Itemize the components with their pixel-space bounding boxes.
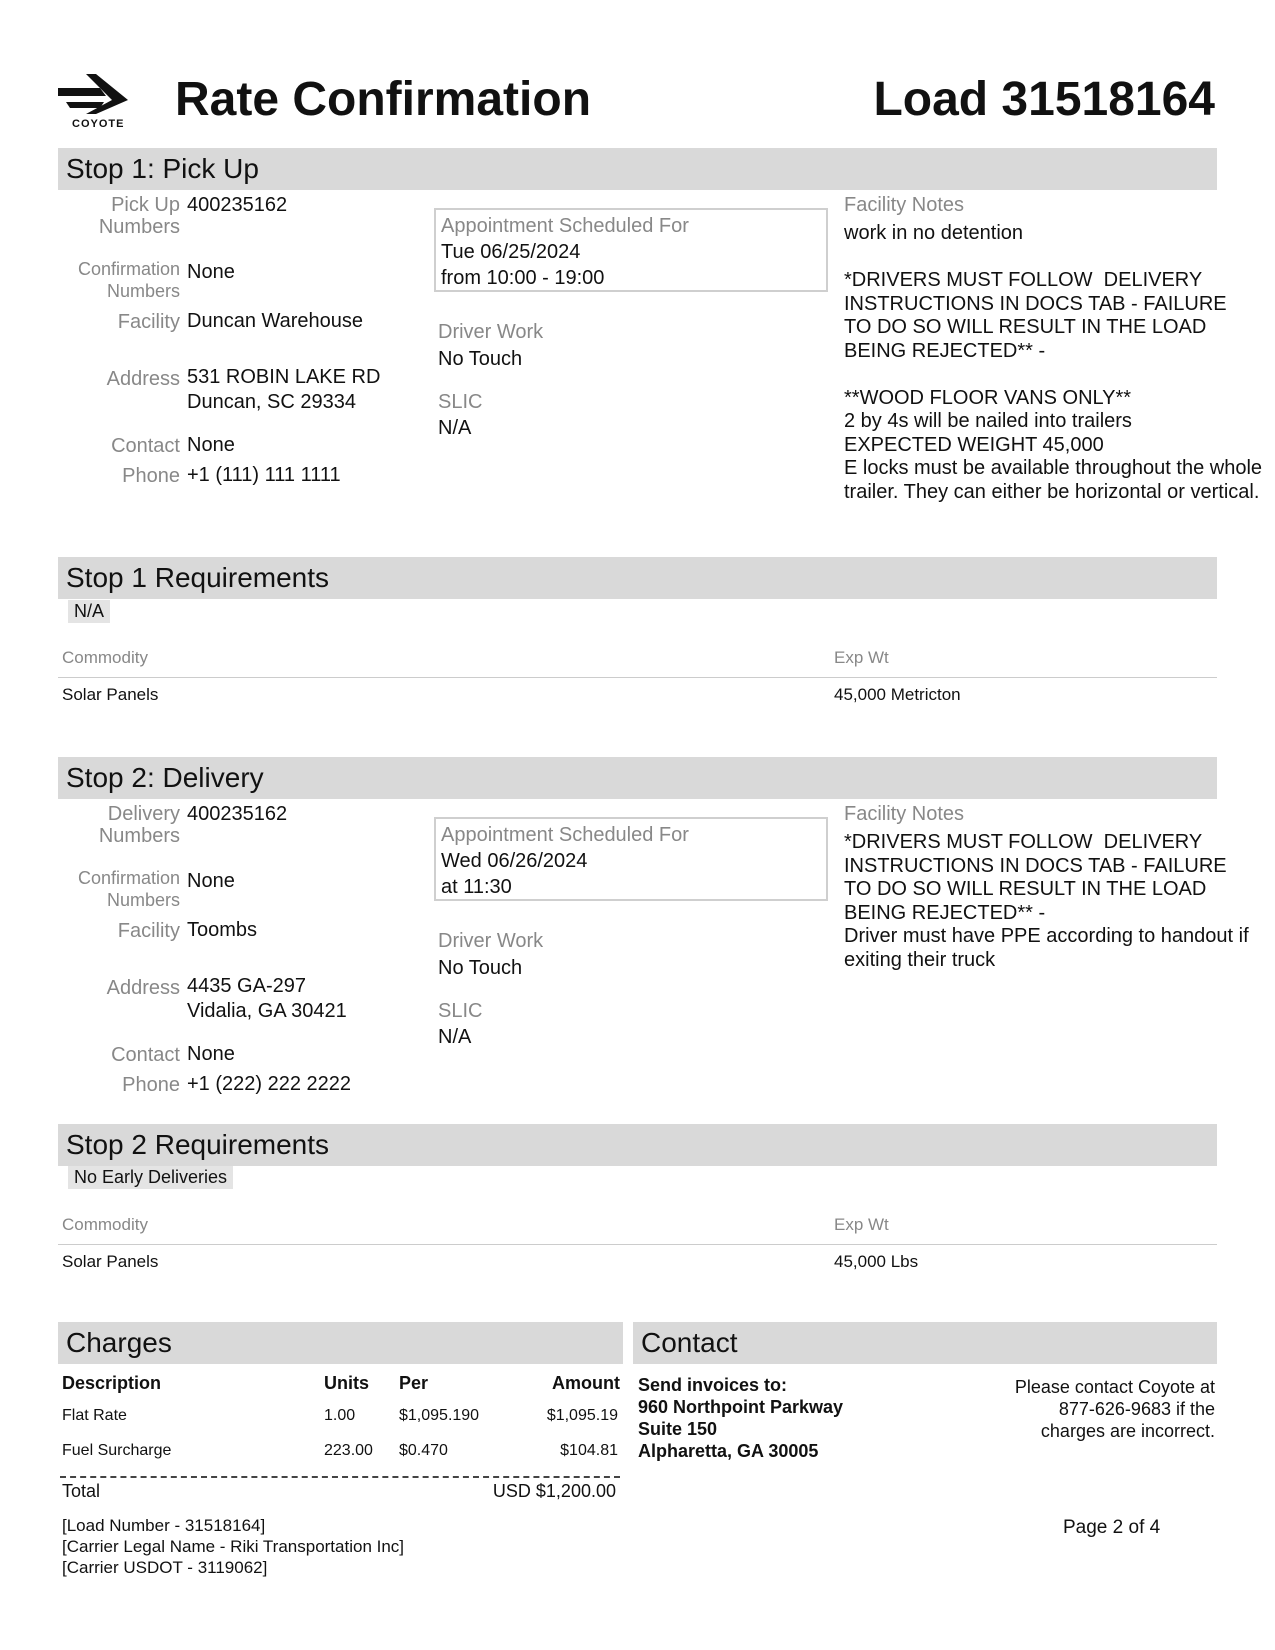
stop2-commodity: Solar Panels: [62, 1252, 159, 1271]
invoice-address-line3: Alpharetta, GA 30005: [638, 1441, 819, 1461]
page-title: Rate Confirmation: [175, 73, 592, 126]
charge-per: $0.470: [399, 1442, 448, 1459]
stop1-contact: None: [187, 434, 235, 456]
stop2-appointment-box: [434, 817, 828, 901]
contact-note: Please contact Coyote at 877-626-9683 if the charges are incorrect.: [1014, 1377, 1215, 1441]
stop2-contact: None: [187, 1043, 235, 1065]
charges-total-value: USD $1,200.00: [492, 1481, 616, 1501]
stop1-driver-work: No Touch: [438, 348, 523, 370]
stop2-numbers: 400235162: [187, 803, 288, 825]
stop1-heading: Stop 1: Pick Up: [66, 153, 259, 184]
footer-carrier-usdot: [Carrier USDOT - 3119062]: [62, 1558, 268, 1577]
send-invoices-label: Send invoices to:: [638, 1375, 788, 1395]
stop1-numbers: 400235162: [187, 194, 288, 216]
load-number-title: Load 31518164: [873, 73, 1215, 126]
stop1-expwt: 45,000 Metricton: [834, 685, 961, 704]
stop1-commodity-label: Commodity: [62, 648, 148, 667]
footer-carrier-name: [Carrier Legal Name - Riki Transportation Inc]: [62, 1537, 405, 1556]
stop1-appointment-label: Appointment Scheduled For: [441, 215, 689, 237]
stop2-slic: N/A: [438, 1026, 472, 1048]
stop2-appointment-date: Wed 06/26/2024: [441, 850, 588, 872]
charges-col-per: Per: [399, 1373, 429, 1393]
stop1-commodity-divider: [58, 677, 1217, 678]
stop1-numbers-label: Pick Up Numbers: [98, 194, 180, 238]
stop1-requirements-header: [58, 557, 1217, 599]
stop2-confirmation: None: [187, 870, 235, 892]
footer-load-number: [Load Number - 31518164]: [62, 1516, 266, 1535]
brand-name: COYOTE: [72, 118, 125, 130]
charges-total-label: Total: [62, 1481, 101, 1501]
contact-header: [633, 1322, 1217, 1364]
stop1-slic: N/A: [438, 417, 472, 439]
stop2-facility-notes: *DRIVERS MUST FOLLOW DELIVERY INSTRUCTIONS IN DOCS TAB - FAILURE TO DO SO WILL RESULT IN THE LOAD BEING REJECTED** - Driver must have PPE according to handout if exiting their truck: [844, 831, 1249, 971]
stop1-expwt-label: Exp Wt: [834, 648, 889, 667]
charge-amount: $1,095.19: [546, 1407, 618, 1424]
charges-total-divider: [60, 1476, 620, 1478]
stop2-facility: Toombs: [187, 919, 258, 941]
charge-per: $1,095.190: [399, 1407, 480, 1424]
stop2-confirmation-label: Confirmation Numbers: [77, 868, 180, 910]
stop1-header: [58, 148, 1217, 190]
stop2-driver-work-label: Driver Work: [438, 930, 544, 952]
stop1-slic-label: SLIC: [438, 391, 483, 413]
stop2-requirements-heading: Stop 2 Requirements: [66, 1129, 330, 1160]
stop1-phone-label: Phone: [122, 465, 180, 487]
stop2-facility-label: Facility: [117, 920, 180, 942]
page-number: Page 2 of 4: [1063, 1517, 1161, 1538]
stop2-address-label: Address: [106, 977, 180, 999]
stop1-facility-label: Facility: [117, 311, 180, 333]
charges-heading: Charges: [66, 1327, 172, 1358]
stop2-address-line1: 4435 GA-297: [187, 975, 306, 997]
stop2-expwt: 45,000 Lbs: [834, 1252, 919, 1271]
contact-heading: Contact: [641, 1327, 738, 1358]
invoice-address-line1: 960 Northpoint Parkway: [638, 1397, 844, 1417]
stop2-address-line2: Vidalia, GA 30421: [187, 1000, 347, 1022]
stop1-contact-label: Contact: [111, 435, 180, 457]
stop2-commodity-label: Commodity: [62, 1215, 148, 1234]
coyote-logo: [56, 72, 136, 132]
stop1-appointment-box: [434, 208, 828, 292]
stop2-heading: Stop 2: Delivery: [66, 762, 264, 793]
stop2-requirement-chip: No Early Deliveries: [68, 1166, 233, 1189]
stop2-phone-label: Phone: [122, 1074, 180, 1096]
stop1-facility: Duncan Warehouse: [187, 310, 364, 332]
stop1-phone: +1 (111) 111 1111: [187, 464, 341, 486]
stop2-facility-notes-label: Facility Notes: [844, 803, 965, 825]
stop1-appointment-time: from 10:00 - 19:00: [441, 267, 605, 289]
stop2-driver-work: No Touch: [438, 957, 523, 979]
stop2-commodity-divider: [58, 1244, 1217, 1245]
stop2-phone: +1 (222) 222 2222: [187, 1073, 352, 1095]
charges-col-units: Units: [324, 1373, 369, 1393]
stop1-requirements-heading: Stop 1 Requirements: [66, 562, 330, 593]
stop2-contact-label: Contact: [111, 1044, 180, 1066]
stop2-header: [58, 757, 1217, 799]
stop2-expwt-label: Exp Wt: [834, 1215, 889, 1234]
charge-description: Flat Rate: [62, 1407, 127, 1424]
stop1-facility-notes-label: Facility Notes: [844, 194, 965, 216]
stop1-appointment-date: Tue 06/25/2024: [441, 241, 581, 263]
charge-amount: $104.81: [560, 1442, 618, 1459]
charges-header: [58, 1322, 623, 1364]
stop1-driver-work-label: Driver Work: [438, 321, 544, 343]
charge-description: Fuel Surcharge: [62, 1442, 172, 1459]
charges-col-description: Description: [62, 1373, 162, 1393]
stop1-confirmation: None: [187, 261, 235, 283]
stop1-confirmation-label: Confirmation Numbers: [77, 259, 180, 301]
stop2-appointment-label: Appointment Scheduled For: [441, 824, 689, 846]
charge-units: 1.00: [324, 1407, 356, 1424]
stop2-slic-label: SLIC: [438, 1000, 483, 1022]
stop1-address-line2: Duncan, SC 29334: [187, 391, 357, 413]
stop1-commodity: Solar Panels: [62, 685, 159, 704]
stop1-address-line1: 531 ROBIN LAKE RD: [187, 366, 381, 388]
coyote-logo-icon: [56, 72, 136, 116]
charge-units: 223.00: [324, 1442, 373, 1459]
charges-col-amount: Amount: [552, 1373, 620, 1393]
invoice-address-line2: Suite 150: [638, 1419, 718, 1439]
stop1-address-label: Address: [106, 368, 180, 390]
stop2-requirements-header: [58, 1124, 1217, 1166]
stop1-requirement-chip: N/A: [68, 600, 110, 623]
stop2-appointment-time: at 11:30: [441, 876, 512, 898]
stop2-numbers-label: Delivery Numbers: [98, 803, 180, 847]
stop1-facility-notes: work in no detention *DRIVERS MUST FOLLOW DELIVERY INSTRUCTIONS IN DOCS TAB - FAILURE TO DO SO WILL RESULT IN THE LOAD BEING REJECTED** - **WOOD FLOOR VANS ONLY** 2 by 4s will be nailed into trailers EXPECTED WEIGHT 45,000 E locks must be available throughout the whole trailer. They can either be horizontal or vertical.: [844, 222, 1263, 503]
